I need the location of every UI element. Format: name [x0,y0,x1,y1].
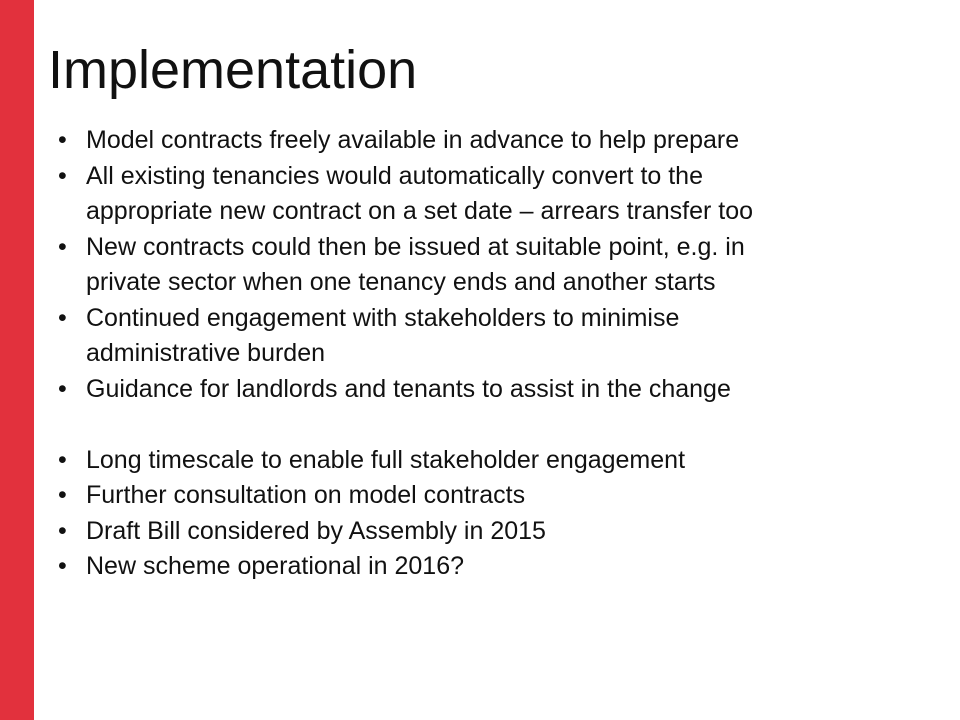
bullet-new-scheme [58,549,938,585]
bullet-line: • New scheme operational in 2016? [86,552,465,580]
bullet-line: administrative burden [86,339,326,367]
bullet-line: • All existing tenancies would automatically convert to the [86,161,703,190]
bullet-model-contracts [58,123,938,159]
bullet-list [58,123,938,585]
bullet-line: • Long timescale to enable full stakeholder engagement [86,445,686,474]
bullet-group-spacer [58,407,938,443]
bullet-line: • Further consultation on model contracts [86,481,526,509]
bullet-long-timescale [58,443,938,479]
bullet-existing-tenancies [58,159,938,230]
bullet-guidance [58,372,938,408]
bullet-line: • Continued engagement with stakeholders to minimise [86,303,680,332]
bullet-new-contracts [58,230,938,301]
bullet-line: • New contracts could then be issued at suitable point, e.g. in [86,232,745,261]
bullet-continued-engagement [58,301,938,372]
bullet-further-consultation [58,478,938,514]
bullet-line: appropriate new contract on a set date – arrears transfer too [86,197,754,225]
bullet-line: • Draft Bill considered by Assembly in 2015 [86,516,546,545]
left-accent-bar [0,0,34,720]
bullet-line: • Guidance for landlords and tenants to assist in the change [86,374,731,403]
bullet-draft-bill [58,514,938,550]
bullet-line: private sector when one tenancy ends and another starts [86,268,716,296]
slide-title: Implementation [48,40,418,100]
bullet-line: • Model contracts freely available in advance to help prepare [86,126,740,154]
